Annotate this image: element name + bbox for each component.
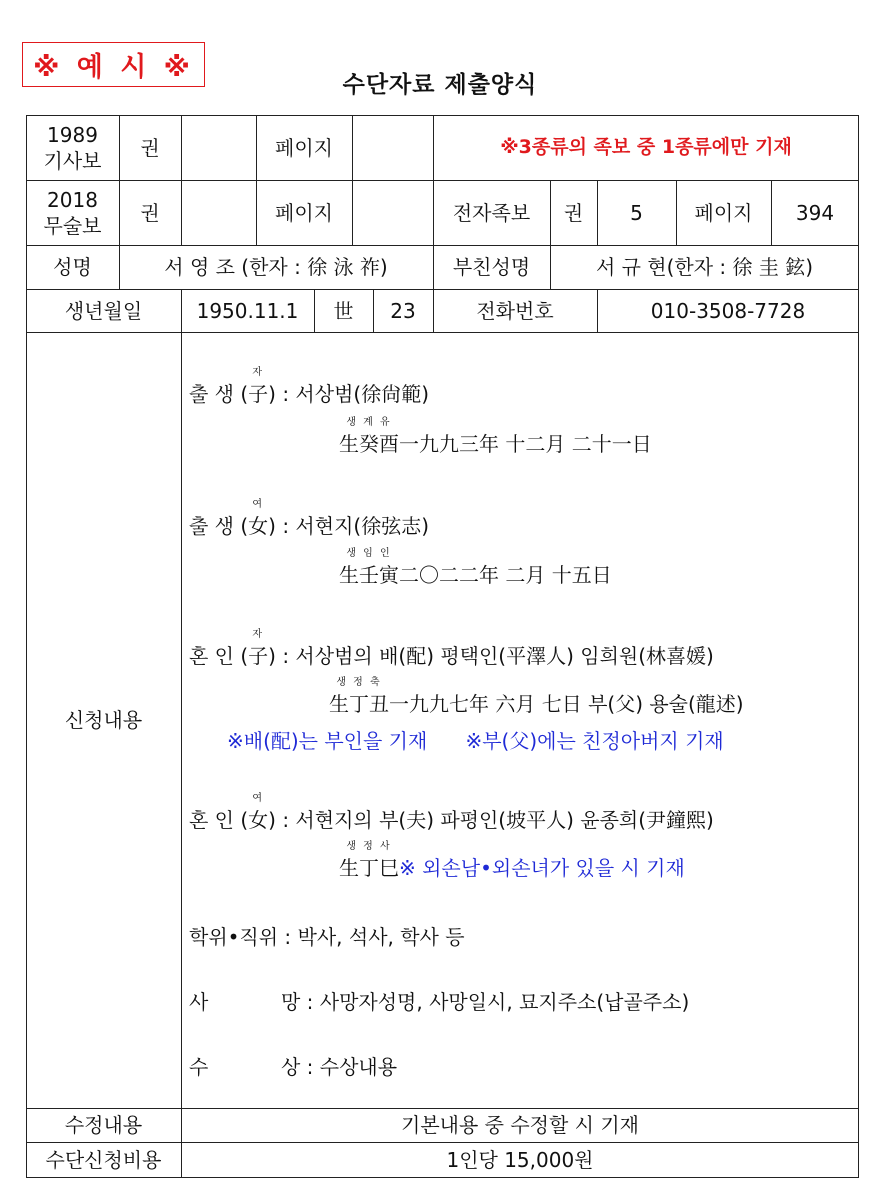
death-text: 망 : 사망자성명, 사망일시, 묘지주소(납골주소) (281, 990, 690, 1014)
marry-dau-prefix: 혼 인 ( (189, 808, 249, 832)
birth-dau-ganzhi (339, 548, 399, 588)
father-name-value[interactable]: 서 규 현(한자 : 徐 圭 鉉) (595, 255, 814, 279)
birth-daughter-date-line (339, 548, 612, 588)
marry-son-char (248, 629, 269, 669)
birth-son-ganzhi-reading: 생 계 유 (346, 417, 392, 428)
volume-field[interactable] (181, 180, 256, 245)
volume-label: 권 (140, 200, 160, 225)
marry-son-ganzhi-text: 生丁丑 (329, 692, 389, 716)
award-label: 수 (189, 1055, 209, 1079)
birth-son-char-text: 子 (248, 382, 269, 406)
marry-son-ganzhi (329, 677, 389, 717)
phone-label: 전화번호 (476, 298, 554, 323)
page-field[interactable] (352, 115, 433, 180)
birth-son-char (248, 367, 269, 407)
birth-dau-ganzhi-reading: 생 임 인 (346, 548, 392, 559)
marry-dau-suffix: ) : 서현지의 부(夫) 파평인(坡平人) 윤종희(尹鐘熙) (268, 808, 714, 832)
marry-son-date: 一九九七年 六月 七日 부(父) 용술(龍述) (389, 692, 744, 716)
request-content-body[interactable] (189, 332, 859, 1107)
marry-son-ganzhi-reading: 생 정 축 (336, 677, 382, 688)
marriage-daughter-date-line (339, 841, 685, 881)
example-badge: ※ 예 시 ※ (22, 42, 205, 87)
birth-son-suffix: ) : 서상범(徐尙範) (268, 382, 429, 406)
marry-dau-ganzhi (339, 841, 399, 881)
award-text: 상 : 수상내용 (281, 1055, 398, 1079)
marry-dau-char (248, 793, 269, 833)
birth-son-ganzhi (339, 417, 399, 457)
degree-line: 학위•직위 : 박사, 석사, 학사 등 (189, 925, 465, 949)
page-title: 수단자료 제출양식 (342, 72, 538, 98)
submission-form-table (26, 115, 859, 1178)
volume-field[interactable] (181, 115, 256, 180)
marry-son-suffix: ) : 서상범의 배(配) 평택인(平澤人) 임희원(林喜媛) (268, 644, 714, 668)
generation-value[interactable]: 23 (390, 298, 416, 323)
birth-dau-suffix: ) : 서현지(徐弦志) (268, 514, 429, 538)
birthdate-label: 생년월일 (64, 298, 143, 323)
marry-son-reading: 자 (252, 629, 265, 640)
birth-daughter-line (189, 499, 429, 539)
birthdate-value[interactable]: 1950.11.1 (196, 298, 299, 323)
source-1989-label: 1989 기사보 (43, 122, 102, 173)
volume-label: 권 (140, 135, 160, 160)
e-volume-value[interactable]: 5 (630, 200, 643, 225)
fee-value: 1인당 15,000원 (446, 1148, 594, 1172)
page-field[interactable] (352, 180, 433, 245)
birth-dau-prefix: 출 생 ( (189, 514, 249, 538)
birth-son-date-line (339, 417, 652, 457)
marry-son-prefix: 혼 인 ( (189, 644, 249, 668)
request-content-label: 신청내용 (64, 708, 143, 732)
birth-son-line (189, 367, 429, 407)
death-label: 사 (189, 990, 209, 1014)
fee-label: 수단신청비용 (45, 1148, 162, 1172)
marriage-son-line (189, 629, 714, 669)
birth-dau-ganzhi-text: 生壬寅 (339, 563, 399, 587)
father-name-label: 부친성명 (452, 255, 531, 279)
marry-dau-char-text: 女 (248, 808, 269, 832)
birth-dau-char (248, 499, 269, 539)
phone-value[interactable]: 010-3508-7728 (650, 298, 806, 323)
birth-son-ganzhi-text: 生癸酉 (339, 432, 399, 456)
marriage-note: ※배(配)는 부인을 기재 ※부(父)에는 친정아버지 기재 (227, 729, 724, 753)
edit-content-label: 수정내용 (64, 1113, 143, 1137)
e-page-value[interactable]: 394 (795, 200, 835, 225)
marry-dau-ganzhi-text: 生丁巳 (339, 856, 399, 880)
e-genealogy-label: 전자족보 (452, 200, 531, 225)
birth-dau-date: 二〇二二年 二月 十五日 (399, 563, 612, 587)
name-value[interactable]: 서 영 조 (한자 : 徐 泳 祚) (164, 255, 388, 279)
e-page-label: 페이지 (694, 200, 753, 225)
generation-label: 世 (333, 298, 354, 323)
marry-son-char-text: 子 (248, 644, 269, 668)
marriage-son-date-line (329, 677, 744, 717)
e-volume-label: 권 (563, 200, 584, 225)
source-2018-label: 2018 무술보 (43, 187, 102, 238)
death-line (189, 986, 689, 1015)
birth-dau-reading: 여 (252, 499, 265, 510)
marry-dau-note: ※ 외손남•외손녀가 있을 시 기재 (399, 856, 685, 880)
marry-dau-reading: 여 (252, 793, 265, 804)
marriage-daughter-line (189, 793, 714, 833)
page-label: 페이지 (275, 135, 333, 160)
award-line (189, 1051, 397, 1080)
edit-content-value[interactable]: 기본내용 중 수정할 시 기재 (401, 1113, 639, 1137)
page-label: 페이지 (275, 200, 333, 225)
birth-son-prefix: 출 생 ( (189, 382, 249, 406)
name-label: 성명 (53, 255, 92, 279)
birth-dau-char-text: 女 (248, 514, 269, 538)
marry-dau-ganzhi-reading: 생 정 사 (346, 841, 392, 852)
birth-son-date: 一九九三年 十二月 二十一日 (399, 432, 652, 456)
birth-son-reading: 자 (252, 367, 265, 378)
notice-text: ※3종류의 족보 중 1종류에만 기재 (500, 136, 792, 159)
